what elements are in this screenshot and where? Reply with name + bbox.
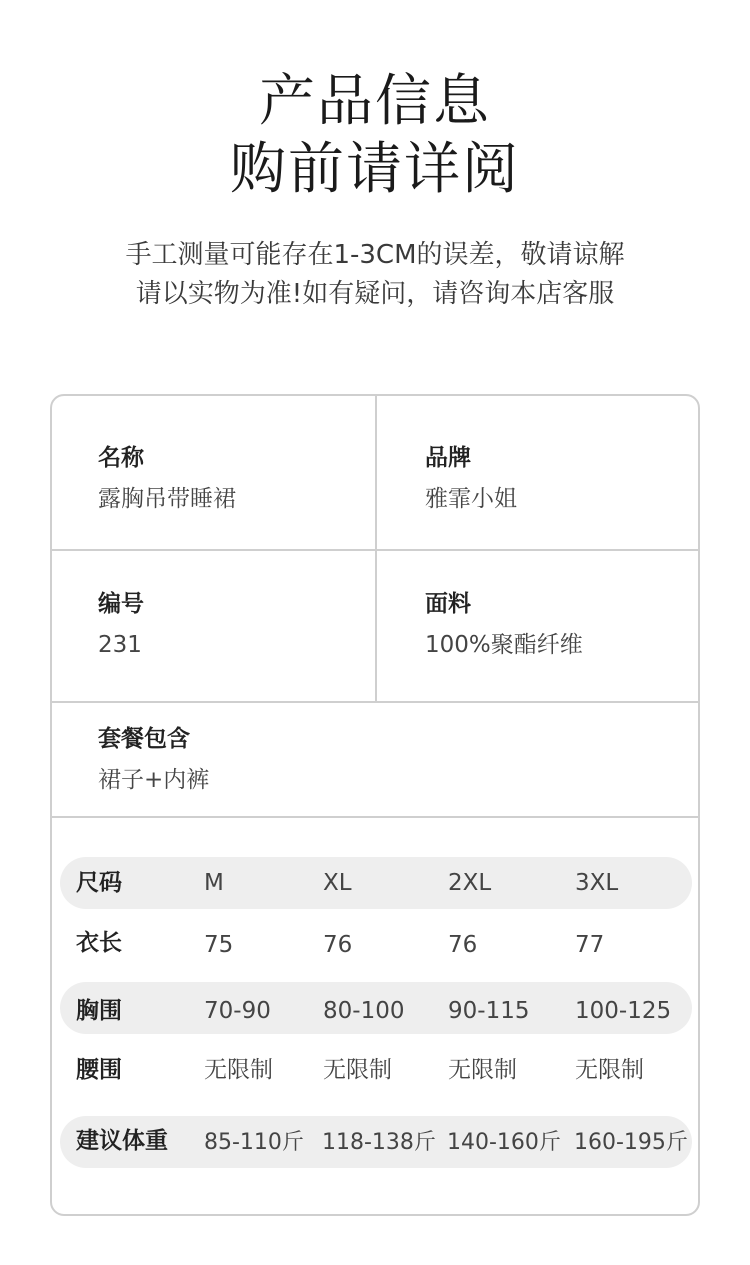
bust-cell: 90-115 — [448, 998, 530, 1024]
waist-cell: 无限制 — [204, 1057, 273, 1083]
fabric-value: 100%聚酯纤维 — [425, 632, 583, 658]
length-cell: 76 — [448, 932, 478, 958]
measurement-note-line1: 手工测量可能存在1-3CM的误差，敬请谅解 — [125, 240, 625, 270]
length-row-label: 衣长 — [76, 930, 122, 956]
waist-row-label: 腰围 — [76, 1057, 122, 1083]
brand-label: 品牌 — [425, 445, 471, 471]
length-cell: 76 — [323, 932, 353, 958]
size-cell: 2XL — [448, 870, 492, 896]
code-label: 编号 — [98, 591, 144, 617]
bust-cell: 100-125 — [575, 998, 672, 1024]
package-value: 裙子+内裤 — [98, 767, 210, 793]
divider — [52, 701, 698, 703]
code-value: 231 — [98, 632, 142, 658]
product-info-card — [50, 394, 700, 1216]
bust-row-label: 胸围 — [76, 998, 122, 1024]
page-title-line1: 产品信息 — [259, 69, 491, 134]
size-cell: 3XL — [575, 870, 619, 896]
size-row-label: 尺码 — [76, 870, 122, 896]
length-cell: 75 — [204, 932, 234, 958]
bust-cell: 80-100 — [323, 998, 405, 1024]
weight-row-label: 建议体重 — [76, 1128, 168, 1154]
divider — [52, 816, 698, 818]
divider — [375, 396, 377, 701]
waist-cell: 无限制 — [448, 1057, 517, 1083]
size-cell: M — [204, 870, 224, 896]
length-cell: 77 — [575, 932, 605, 958]
weight-cell: 85-110斤 — [204, 1130, 304, 1155]
weight-cell: 140-160斤 — [447, 1130, 561, 1155]
name-label: 名称 — [98, 445, 144, 471]
bust-cell: 70-90 — [204, 998, 271, 1024]
measurement-note-line2: 请以实物为准!如有疑问，请咨询本店客服 — [135, 279, 615, 309]
size-cell: XL — [323, 870, 352, 896]
weight-cell: 118-138斤 — [322, 1130, 436, 1155]
package-label: 套餐包含 — [98, 726, 190, 752]
waist-cell: 无限制 — [323, 1057, 392, 1083]
page-title-line2: 购前请详阅 — [230, 137, 520, 202]
fabric-label: 面料 — [425, 591, 471, 617]
weight-cell: 160-195斤 — [574, 1130, 688, 1155]
waist-cell: 无限制 — [575, 1057, 644, 1083]
brand-value: 雅霏小姐 — [425, 486, 517, 512]
name-value: 露胸吊带睡裙 — [98, 486, 236, 512]
